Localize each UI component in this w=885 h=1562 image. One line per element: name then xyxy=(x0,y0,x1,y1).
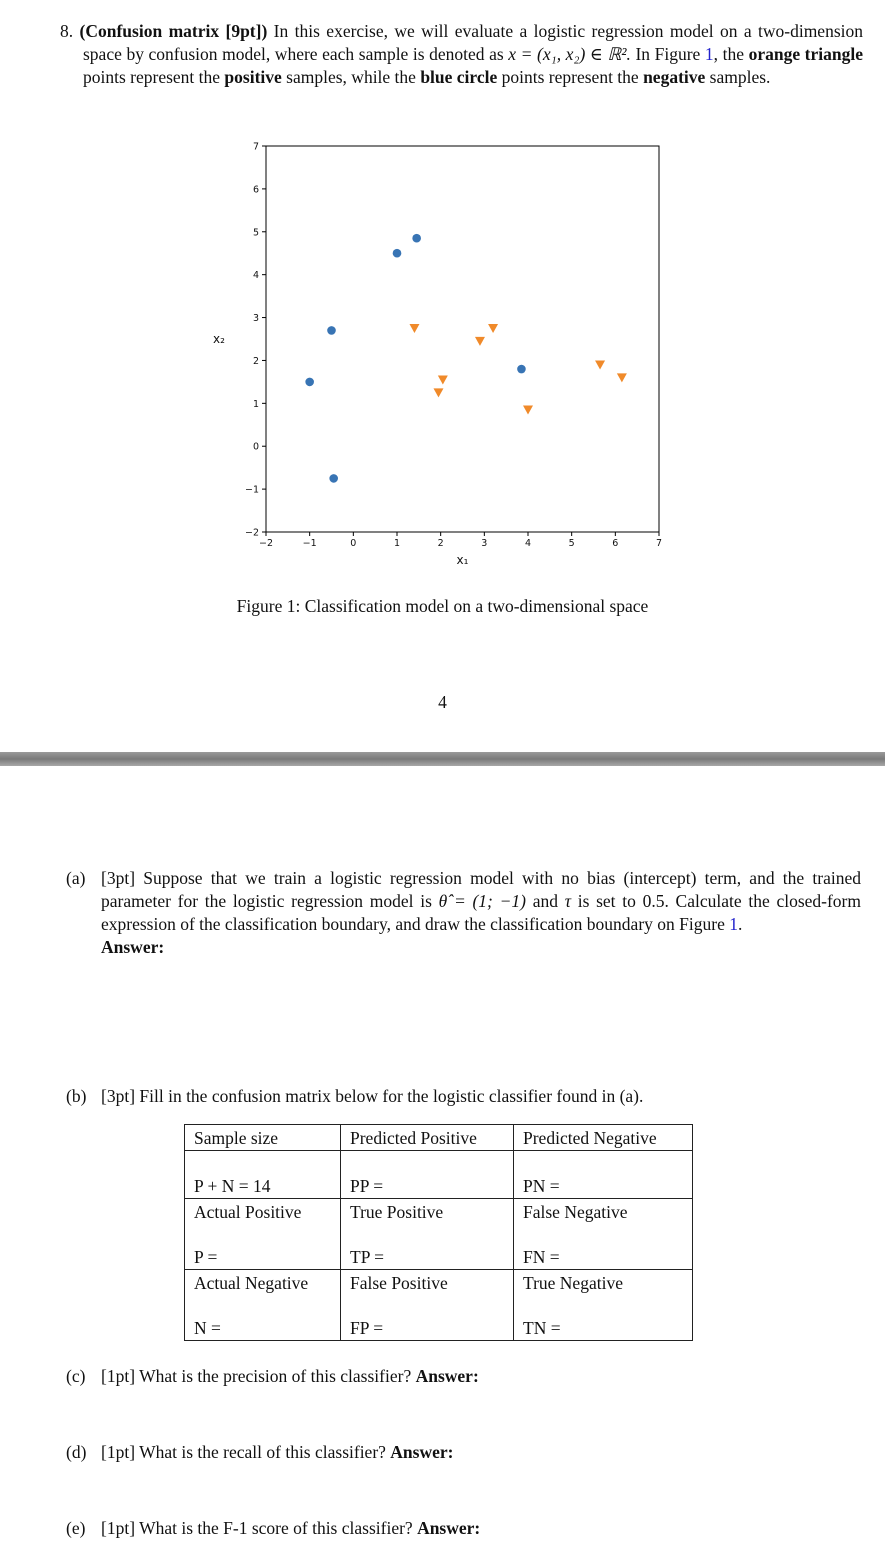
fp-cell: FP = xyxy=(350,1318,384,1338)
positive-sample-point xyxy=(617,373,627,382)
table-cell xyxy=(185,1151,341,1199)
confusion-matrix-table xyxy=(184,1124,693,1341)
positive-sample-point xyxy=(475,337,485,346)
negative-sample-point xyxy=(329,474,338,483)
question-title: (Confusion matrix [9pt]) xyxy=(79,21,268,41)
figure-caption: Figure 1: Classification model on a two-dimensional space xyxy=(236,596,649,616)
part-e-answer-label: Answer: xyxy=(417,1518,481,1538)
part-b-text: [3pt] Fill in the confusion matrix below for the logistic classifier found in (a). xyxy=(101,1086,644,1106)
x-tick-label: 6 xyxy=(612,538,619,549)
y-tick-label: 1 xyxy=(252,398,259,410)
plot-frame xyxy=(266,146,659,532)
question-number: 8. xyxy=(60,21,74,41)
part-a-text: [3pt] Suppose that we train a logistic regression model with no bias (intercept) term, and the trained parameter for the logistic regression model is θ̂ = (1; −1) and τ is set to 0.5. Calculate the closed-form expression of the classification boundary, and draw the classification boundary on Figure 1. Answer: xyxy=(101,868,861,957)
table-cell: Actual Positive P = xyxy=(185,1199,341,1270)
y-axis-label: x₂ xyxy=(213,332,225,346)
y-tick-label: 4 xyxy=(252,270,259,282)
math-x-definition: x = (x₁, x₂) ∈ ℝ². xyxy=(508,44,631,64)
fn-cell: FN = xyxy=(523,1247,560,1267)
table-cell: True Negative TN = xyxy=(514,1270,693,1341)
y-tick-label: 3 xyxy=(252,313,259,325)
y-tick-label: 0 xyxy=(252,441,259,453)
part-d-answer-label: Answer: xyxy=(390,1442,454,1462)
page-break-divider xyxy=(0,752,885,766)
table-cell: False Positive FP = xyxy=(341,1270,514,1341)
page-number: 4 xyxy=(438,692,447,712)
table-cell: False Negative FN = xyxy=(514,1199,693,1270)
part-b-label: (b) xyxy=(66,1086,87,1106)
negative-sample-point xyxy=(305,378,314,387)
part-e-text: [1pt] What is the F-1 score of this classifier? xyxy=(101,1518,413,1538)
part-e-label: (e) xyxy=(66,1518,86,1538)
negative-sample-point xyxy=(412,234,421,243)
positive-sample-point xyxy=(438,375,448,384)
table-cell: Actual Negative N = xyxy=(185,1270,341,1341)
positive-sample-point xyxy=(488,324,498,333)
x-axis-label: x₁ xyxy=(456,553,469,567)
table-cell: True Positive TP = xyxy=(341,1199,514,1270)
x-tick-label: 5 xyxy=(568,538,575,549)
negative-sample-point xyxy=(393,249,402,258)
total-sample-size: P + N = 14 xyxy=(194,1176,271,1196)
question-8-intro xyxy=(37,20,863,89)
y-tick-label: 6 xyxy=(252,184,259,196)
y-tick-label: 2 xyxy=(252,355,259,367)
part-d-text: [1pt] What is the recall of this classifier? xyxy=(101,1442,386,1462)
header-predicted-negative: Predicted Negative xyxy=(514,1125,693,1151)
table-row xyxy=(185,1151,693,1199)
part-a-answer-label: Answer: xyxy=(101,937,165,957)
pp-cell: PP = xyxy=(350,1176,384,1196)
n-cell: N = xyxy=(194,1318,221,1338)
math-theta: θ̂ = (1; −1) xyxy=(438,891,526,911)
negative-sample-point xyxy=(517,365,526,374)
x-tick-label: −1 xyxy=(302,538,317,549)
table-row xyxy=(185,1270,693,1341)
table-cell xyxy=(514,1151,693,1199)
tn-cell: TN = xyxy=(523,1318,561,1338)
part-d-label: (d) xyxy=(66,1442,87,1462)
math-tau: τ xyxy=(564,891,571,911)
x-tick-label: 0 xyxy=(350,538,357,549)
table-header-row xyxy=(185,1125,693,1151)
table-cell xyxy=(341,1151,514,1199)
table-row xyxy=(185,1199,693,1270)
y-tick-label: −2 xyxy=(244,527,259,539)
question-8-text: 8. (Confusion matrix [9pt]) In this exercise, we will evaluate a logistic regression model on a two-dimension space by confusion model, where each sample is denoted as x = (x₁, x₂) ∈ ℝ². In Figure 1, the orange triangle points represent the positive samples, while the blue circle points represent the negative samples. xyxy=(60,21,863,87)
positive-sample-point xyxy=(409,324,419,333)
x-tick-label: 3 xyxy=(481,538,488,549)
part-c-text: [1pt] What is the precision of this classifier? xyxy=(101,1366,412,1386)
negative-sample-point xyxy=(327,326,336,335)
part-c-label: (c) xyxy=(66,1366,86,1386)
positive-sample-point xyxy=(433,388,443,397)
x-tick-label: 7 xyxy=(655,538,663,549)
tp-cell: TP = xyxy=(350,1247,385,1267)
figure-1-link[interactable]: 1 xyxy=(704,44,714,64)
positive-sample-point xyxy=(595,360,605,369)
x-tick-label: 1 xyxy=(393,538,401,549)
positive-sample-point xyxy=(523,406,533,415)
x-tick-label: −2 xyxy=(258,538,274,549)
figure-1-scatter-plot xyxy=(200,135,680,585)
x-tick-label: 2 xyxy=(437,538,444,549)
figure-1-link-a[interactable]: 1 xyxy=(729,914,738,934)
x-tick-label: 4 xyxy=(524,538,532,549)
y-tick-label: 7 xyxy=(252,141,259,153)
y-tick-label: 5 xyxy=(252,227,259,239)
y-tick-label: −1 xyxy=(244,484,259,496)
p-cell: P = xyxy=(194,1247,218,1267)
part-a-label: (a) xyxy=(66,868,86,888)
header-predicted-positive: Predicted Positive xyxy=(341,1125,514,1151)
pn-cell: PN = xyxy=(523,1176,560,1196)
part-c-answer-label: Answer: xyxy=(415,1366,479,1386)
header-sample-size: Sample size xyxy=(185,1125,341,1151)
